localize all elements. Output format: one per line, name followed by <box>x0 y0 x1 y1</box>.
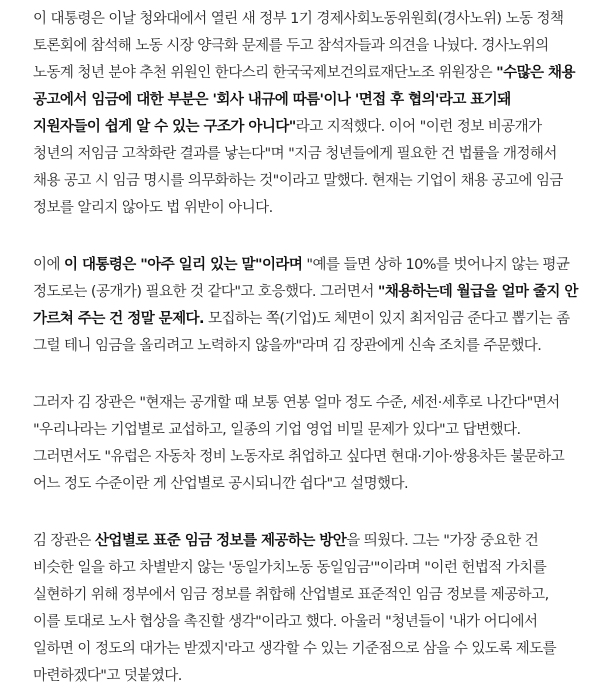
article-paragraph-4 <box>33 528 578 690</box>
paragraph-text: 을 띄웠다. 그는 "가장 중요한 건 비슷한 일을 하고 차별받지 않는 '동일가치노동 동일임금'"이라며 "이런 헌법적 가치를 실현하기 위해 정부에서 임금 정보를 취합해 산업별로 표준적인 임금 정보를 제공하고, 이를 토대로 노사 협상을 촉진할 생각"이라고 했다. 아울러 "청년들이 '내가 어디에서 일하면 이 정도의 대가는 받겠지'라고 생각할 수 있는 기준점으로 삼을 수 있도록 제도를 마련하겠다"고 덧붙였다. <box>33 533 557 684</box>
paragraph-text: 그러자 김 장관은 "현재는 공개할 때 보통 연봉 얼마 정도 수준, 세전·세후로 나간다"면서 "우리나라는 기업별로 교섭하고, 일종의 기업 영업 비밀 문제가 있다"고 답변했다. 그러면서도 "유럽은 자동차 정비 노동자로 취업하고 싶다면 현대·기아·쌍용차든 불문하고 어느 정도 수준이란 게 산업별로 공시되니깐 쉽다"고 설명했다. <box>33 395 565 492</box>
paragraph-text: 라고 지적했다. 이어 "이런 정보 비공개가 청년의 저임금 고착화란 결과를 낳는다"며 "지금 청년들에게 필요한 건 법률을 개정해서 채용 공고 시 임금 명시를 의무화하는 것"이라고 말했다. 현재는 기업이 채용 공고에 임금 정보를 알리지 않아도 법 위반이 아니다. <box>33 119 563 216</box>
article-paragraph-2 <box>33 252 578 360</box>
article-paragraph-3 <box>33 390 578 498</box>
paragraph-text: 김 장관은 <box>33 533 95 549</box>
emphasis-quote: 산업별로 표준 임금 정보를 제공하는 방안 <box>94 533 347 549</box>
emphasis-quote: 이 대통령은 "아주 일리 있는 말"이라며 <box>63 257 303 273</box>
article-paragraph-1 <box>33 6 578 222</box>
emphasis-quote: "채용하는데 월급을 얼마 줄지 안 가르쳐 주는 건 정말 문제다. <box>33 284 578 327</box>
emphasis-quote: "수많은 채용 공고에서 임금에 대한 부분은 '회사 내규에 따름'이나 '면접 후 협의'라고 표기돼 지원자들이 쉽게 알 수 있는 구조가 아니다" <box>33 65 575 135</box>
paragraph-text: 이에 <box>33 257 64 273</box>
paragraph-text: 모집하는 쪽(기업)도 체면이 있지 최저임금 준다고 뽑기는 좀 그럴 테니 임금을 올리려고 노력하지 않을까"라며 김 장관에게 신속 조치를 주문했다. <box>33 311 570 354</box>
paragraph-text: 이 대통령은 이날 청와대에서 열린 새 정부 1기 경제사회노동위원회(경사노위) 노동 정책 토론회에 참석해 노동 시장 양극화 문제를 두고 참석자들과 의견을 나눴다. 경사노위의 노동계 청년 분야 추천 위원인 한다스리 한국국제보건의료재단노조 위원장은 <box>33 11 564 81</box>
paragraph-text: "예를 들면 상하 10%를 벗어나지 않는 평균 정도로는 (공개가) 필요한 것 같다"고 호응했다. 그러면서 <box>33 257 570 300</box>
